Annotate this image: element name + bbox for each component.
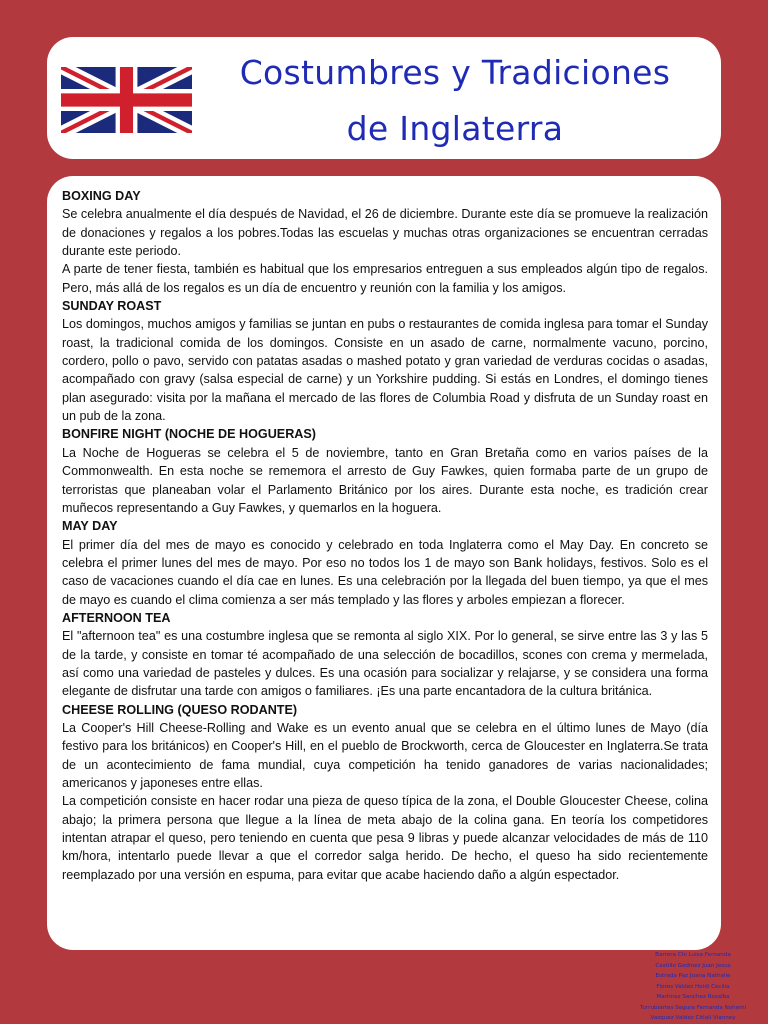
union-jack-flag-icon <box>61 67 192 133</box>
credit-name: Turrubiartes Segura Fernanda Nohemi <box>639 1004 747 1011</box>
content-card <box>47 176 721 950</box>
section-paragraph: A parte de tener fiesta, también es habitual que los empresarios entreguen a sus empleados algún tipo de regalos. Pero, más allá de los regalos es un día de encuentro y reunión con la familia y los amigos. <box>62 262 708 295</box>
section-title: SUNDAY ROAST <box>62 299 162 314</box>
credit-name: Estrada Paz Joana Nathalie <box>655 973 731 979</box>
section-paragraph: Los domingos, muchos amigos y familias se juntan en pubs o restaurantes de comida inglesa para tomar el Sunday roast, la tradicional comida de los domingos. Consiste en un asado de carne, normalmente vacuno, porcino, cordero, pollo o pavo, servido con patatas asadas o mashed potato y gran variedad de verduras cocidas o asadas, acompañado con gravy (salsa especial de carne) y un Yorkshire pudding. Si estás en Londres, el domingo tienes plan asegurado: visita por la mañana el mercado de las flores de Columbia Road y disfruta de un Sunday roast en un pub de la zona. <box>62 317 708 424</box>
author-credits <box>620 950 766 1024</box>
section-paragraph: La Cooper's Hill Cheese-Rolling and Wake es un evento anual que se celebra en el último lunes de Mayo (día festivo para los británicos) en Cooper's Hill, en el pueblo de Brockworth, cerca de Gloucester en Inglaterra.Se trata de un acontecimiento de fama mundial, cuya competición ha tenido ganadores de varias nacionalidades; americanos y japoneses entre ellas. <box>62 720 708 790</box>
section-title: BOXING DAY <box>62 189 141 203</box>
section-paragraph: Se celebra anualmente el día después de Navidad, el 26 de diciembre. Durante este día se promueve la realización de donaciones y regalos a los pobres.Todas las escuelas y muchas otras organizaciones se encuentran cerradas durante este periodo. <box>62 207 708 259</box>
page-title <box>197 45 713 157</box>
section-paragraph: La competición consiste en hacer rodar una pieza de queso típica de la zona, el Double Gloucester Cheese, colina abajo; la primera persona que llegue a la línea de meta abajo de la colina gana. En teoría los competidores intentan atrapar el queso, pero teniendo en cuenta que pesa 9 libras y puede alcanzar velocidades de más de 110 km/hora, intentarlo puede llevar a que el corredor salga herido. De hecho, el queso ha sido recientemente reemplazado por una versión en espuma, para evitar que acabe haciendo daño a algún espectador. <box>62 794 708 882</box>
credit-name: Flores Valdez Heidi Cecilia <box>656 983 730 990</box>
article-body <box>62 187 708 884</box>
credit-name: Martinez Sanchez Rosalba <box>656 994 730 1000</box>
title-line-2: de Inglaterra <box>346 109 564 148</box>
credit-name: Castillo Godinez Juan Jesus <box>655 962 731 969</box>
section-paragraph: El "afternoon tea" es una costumbre inglesa que se remonta al siglo XIX. Por lo general, se sirve entre las 3 y las 5 de la tarde, y consiste en tomar té acompañado de una selección de bocadillos, scones con crema y mermelada, así como una variedad de pasteles y dulces. Es una ocasión para socializar y relajarse, y se considera una forma elegante de disfrutar una tarde con amigos o familiares. ¡Es una parte encantadora de la cultura británica. <box>62 629 708 699</box>
section-paragraph: El primer día del mes de mayo es conocido y celebrado en toda Inglaterra como el May Day. En concreto se celebra el primer lunes del mes de mayo. Por eso no todos los 1 de mayo son Bank holidays, festivos. Solo es el caso de vacaciones cuando el día cae en lunes. Es una celebración por la llegada del buen tiempo, ya que el mes de mayo es cuando el clima comienza a ser más templado y las flores y arboles empiezan a florecer. <box>62 537 708 607</box>
credit-name: Vazquez Valdez Citlali Vianney <box>650 1015 736 1021</box>
section-title: AFTERNOON TEA <box>62 610 171 625</box>
section-title: BONFIRE NIGHT (NOCHE DE HOGUERAS) <box>62 427 316 442</box>
section-title: CHEESE ROLLING (QUESO RODANTE) <box>62 702 298 717</box>
title-line-1: Costumbres y Tradiciones <box>239 53 671 92</box>
section-paragraph: La Noche de Hogueras se celebra el 5 de noviembre, tanto en Gran Bretaña como en varios países de la Commonwealth. En esta noche se rememora el arresto de Guy Fawkes, quien formaba parte de un grupo de terroristas que planeaban volar el Parlamento Británico por los aires. Durante esta noche, es tradición crear muñecos representando a Guy Fawkes, y quemarlos en la hoguera. <box>62 445 708 515</box>
credit-name: Barrera Chi Luisa Fernanda <box>655 952 731 958</box>
title-card <box>47 37 721 159</box>
section-title: MAY DAY <box>62 519 118 534</box>
